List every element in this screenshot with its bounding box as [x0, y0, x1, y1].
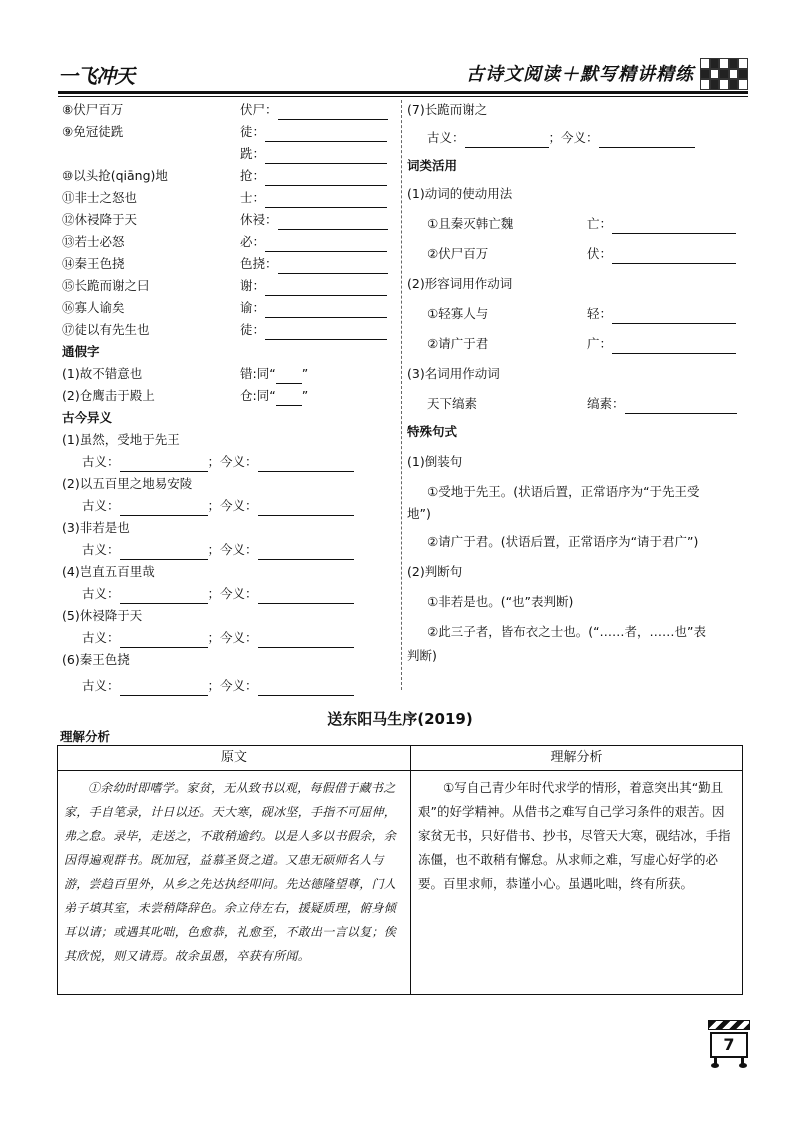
cilei-term: 轻： — [587, 304, 736, 324]
vocab-term: 士： — [240, 188, 387, 208]
vocab-term: 徒： — [240, 320, 387, 340]
series-title: 古诗文阅读＋默写精讲精练 — [466, 64, 694, 85]
answer-blank[interactable] — [258, 633, 354, 648]
answer-blank[interactable] — [258, 501, 354, 516]
table-divider — [410, 746, 411, 994]
answer-blank[interactable] — [599, 133, 695, 148]
subsection-xingrong: (2)形容词用作动词 — [407, 276, 513, 291]
vocab-term: 跣： — [240, 144, 387, 164]
vocab-item: ⑧伏尸百万 — [62, 102, 124, 117]
example-sentence: ①非若是也。(“也”表判断) — [427, 594, 574, 609]
answer-blank[interactable] — [278, 215, 388, 230]
header-rule — [58, 91, 748, 94]
cilei-item: ①轻寡人与 — [427, 306, 489, 321]
cilei-term: 伏： — [587, 244, 736, 264]
section-title-teshu: 特殊句式 — [407, 424, 458, 439]
gujin-answer: 古义： ；今义： — [82, 496, 354, 516]
cilei-item: ②请广于君 — [427, 336, 489, 351]
gujin-answer: 古义： ；今义： — [82, 584, 354, 604]
section-title-cilei: 词类活用 — [407, 158, 458, 173]
section-title-main: 送东阳马生序(2019) — [327, 710, 473, 728]
gujin-answer: 古义： ；今义： — [82, 676, 354, 696]
answer-blank[interactable] — [612, 249, 736, 264]
answer-blank[interactable] — [612, 309, 736, 324]
badge-foot — [739, 1063, 747, 1068]
brand-logo: 一飞冲天 — [58, 64, 134, 88]
section-title-gujin: 古今异义 — [62, 410, 113, 425]
vocab-item: ⑭秦王色挠 — [62, 256, 125, 271]
answer-blank[interactable] — [265, 281, 387, 296]
example-sentence-cont: 地”) — [407, 506, 431, 521]
answer-blank[interactable] — [258, 589, 354, 604]
answer-blank[interactable] — [120, 501, 208, 516]
vocab-item: ⑪非士之怒也 — [62, 190, 138, 205]
answer-blank[interactable] — [612, 219, 736, 234]
answer-blank[interactable] — [265, 149, 387, 164]
subsection-panduan: (2)判断句 — [407, 564, 463, 579]
table-header-analysis: 理解分析 — [411, 746, 742, 771]
vocab-term: 伏尸： — [240, 100, 388, 120]
answer-blank[interactable] — [276, 369, 302, 384]
column-divider — [401, 100, 402, 690]
tongjia-item: (2)仓鹰击于殿上 — [62, 388, 155, 403]
page-number: 7 — [710, 1032, 748, 1058]
cilei-term: 缟素： — [587, 394, 737, 414]
vocab-item: ⑬若士必怒 — [62, 234, 125, 249]
answer-blank[interactable] — [265, 237, 387, 252]
answer-blank[interactable] — [278, 259, 388, 274]
vocab-item: ⑨免冠徒跣 — [62, 124, 124, 139]
gujin-answer: 古义： ；今义： — [82, 452, 354, 472]
vocab-term: 色挠： — [240, 254, 388, 274]
answer-blank[interactable] — [258, 457, 354, 472]
answer-blank[interactable] — [258, 681, 354, 696]
answer-blank[interactable] — [265, 325, 387, 340]
header-rule-thin — [58, 96, 748, 97]
answer-blank[interactable] — [265, 193, 387, 208]
vocab-item: ⑰徒以有先生也 — [62, 322, 150, 337]
original-text-cell: ①余幼时即嗜学。家贫，无从致书以观，每假借于藏书之家，手自笔录，计日以还。天大寒，砚冰坚，手指不可屈伸，弗之怠。录毕，走送之，不敢稍逾约。以是人多以书假余，余因得遍观群书。既加冠，益慕圣贤之道。又患无硕师名人与游，尝趋百里外，从乡之先达执经叩问。先达德隆望尊，门人弟子填其室，未尝稍降辞色。余立侍左右，援疑质理，俯身倾耳以请；或遇其叱咄，色愈恭，礼愈至，不敢出一言以复；俟其欣悦，则又请焉。故余虽愚，卒获有所闻。 — [64, 781, 397, 963]
vocab-term: 谕： — [240, 298, 387, 318]
vocab-term: 谢： — [240, 276, 387, 296]
tongjia-term: 错:同“ ” — [240, 364, 308, 384]
example-sentence: ②请广于君。(状语后置，正常语序为“请于君广”) — [427, 534, 699, 549]
checker-icon — [700, 58, 748, 90]
example-sentence: ②此三子者，皆布衣之士也。(“……者，……也”表 — [427, 624, 707, 639]
r7-item: (7)长跪而谢之 — [407, 102, 488, 117]
answer-blank[interactable] — [120, 589, 208, 604]
analysis-table — [57, 745, 743, 995]
r7-answer: 古义： ；今义： — [427, 128, 695, 148]
cilei-item: 天下缟素 — [427, 396, 478, 411]
answer-blank[interactable] — [265, 171, 387, 186]
page-number-badge — [708, 1020, 750, 1068]
vocab-item: ⑯寡人谕矣 — [62, 300, 125, 315]
gujin-item: (6)秦王色挠 — [62, 652, 130, 667]
answer-blank[interactable] — [120, 457, 208, 472]
subsection-shidong: (1)动词的使动用法 — [407, 186, 513, 201]
gujin-item: (4)岂直五百里哉 — [62, 564, 155, 579]
answer-blank[interactable] — [258, 545, 354, 560]
answer-blank[interactable] — [265, 127, 387, 142]
answer-blank[interactable] — [120, 633, 208, 648]
vocab-term: 抢： — [240, 166, 387, 186]
table-header-original: 原文 — [58, 746, 410, 771]
answer-blank[interactable] — [625, 399, 737, 414]
gujin-answer: 古义： ；今义： — [82, 540, 354, 560]
cilei-item: ①且秦灭韩亡魏 — [427, 216, 514, 231]
section-title-tongjia: 通假字 — [62, 344, 100, 359]
vocab-item: ⑫休祲降于天 — [62, 212, 138, 227]
answer-blank[interactable] — [120, 545, 208, 560]
subsection-mingci: (3)名词用作动词 — [407, 366, 500, 381]
cilei-item: ②伏尸百万 — [427, 246, 489, 261]
gujin-item: (1)虽然，受地于先王 — [62, 432, 180, 447]
gujin-item: (5)休祲降于天 — [62, 608, 143, 623]
vocab-term: 徒： — [240, 122, 387, 142]
vocab-item: ⑮长跪而谢之曰 — [62, 278, 150, 293]
analysis-text-cell: ①写自己青少年时代求学的情形，着意突出其“勤且艰”的好学精神。从借书之难写自己学习条件的艰苦。因家贫无书，只好借书、抄书，尽管天大寒，砚结冰，手指冻僵，也不敢稍有懈怠。从求师之难，写虚心好学的必要。百里求师，恭谨小心。虽遇叱咄，终有所获。 — [418, 780, 731, 891]
section-subtitle: 理解分析 — [60, 729, 111, 744]
badge-foot — [711, 1063, 719, 1068]
answer-blank[interactable] — [612, 339, 736, 354]
tongjia-item: (1)故不错意也 — [62, 366, 143, 381]
vocab-item: ⑩以头抢(qiāng)地 — [62, 168, 168, 183]
example-sentence: ①受地于先王。(状语后置，正常语序为“于先王受 — [427, 484, 700, 499]
cilei-term: 广： — [587, 334, 736, 354]
page-header — [58, 58, 748, 90]
gujin-item: (2)以五百里之地易安陵 — [62, 476, 193, 491]
answer-blank[interactable] — [278, 105, 388, 120]
vocab-term: 必： — [240, 232, 387, 252]
subsection-daozhuang: (1)倒装句 — [407, 454, 463, 469]
answer-blank[interactable] — [120, 681, 208, 696]
gujin-item: (3)非若是也 — [62, 520, 130, 535]
vocab-term: 休祲： — [240, 210, 388, 230]
barrier-stripe-icon — [708, 1020, 750, 1030]
answer-blank[interactable] — [276, 391, 302, 406]
cilei-term: 亡： — [587, 214, 736, 234]
tongjia-term: 仓:同“ ” — [240, 386, 308, 406]
example-sentence-cont: 判断) — [407, 648, 437, 663]
answer-blank[interactable] — [265, 303, 387, 318]
answer-blank[interactable] — [465, 133, 549, 148]
gujin-answer: 古义： ；今义： — [82, 628, 354, 648]
